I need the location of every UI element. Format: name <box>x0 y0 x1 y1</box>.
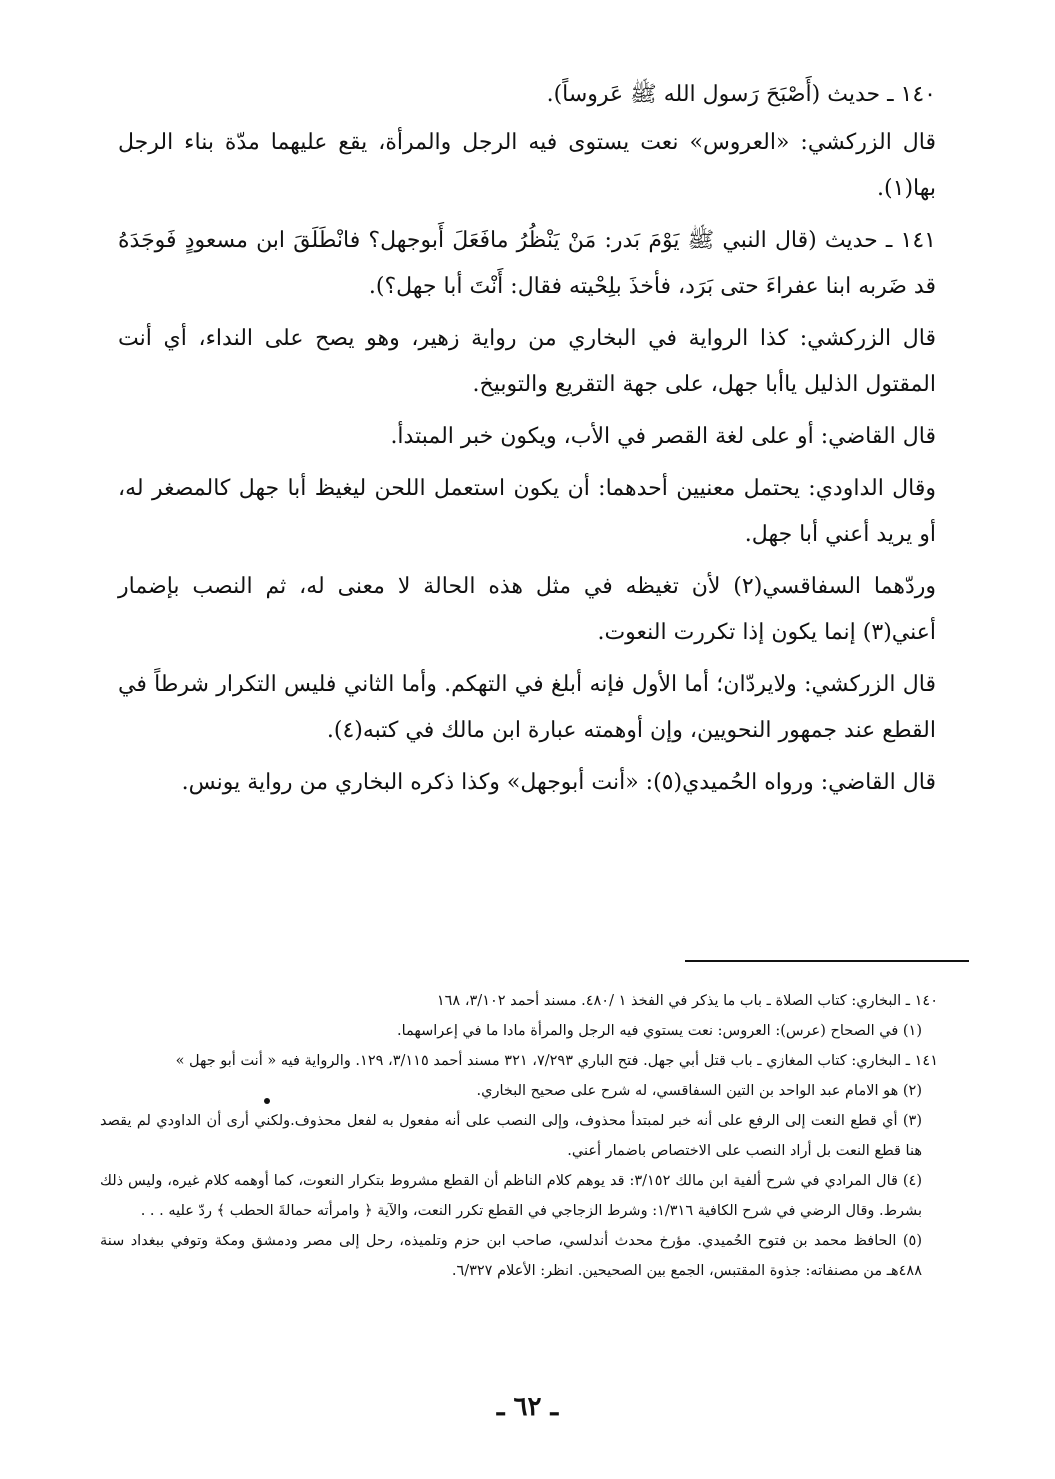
zarkashi-comment-140: قال الزركشي: «العروس» نعت يستوى فيه الرجل والمرأة، يقع عليهما مدّة بناء الرجل بها(١). <box>118 130 936 201</box>
qadi-comment: قال القاضي: أو على لغة القصر في الأب، ويكون خبر المبتدأ. <box>390 424 936 449</box>
footnote-source-140: ١٤٠ ـ البخاري: كتاب الصلاة ـ باب ما يذكر في الفخذ ١ /٤٨٠. مسند أحمد ٣/١٠٢، ١٦٨ <box>436 993 938 1009</box>
footnote-source-141: ١٤١ ـ البخاري: كتاب المغازي ـ باب قتل أبي جهل. فتح الباري ٧/٢٩٣، ٣٢١ مسند أحمد ٣/١١٥، ١٢٩. والرواية فيه « أنت أبو جهل » <box>175 1053 938 1069</box>
page-number: ـ ٦٢ ـ <box>496 1392 559 1422</box>
footnotes <box>100 986 938 1286</box>
footnote-4: (٤) قال المرادي في شرح ألفية ابن مالك ٣/١٥٢: قد يوهم كلام الناظم أن القطع مشروط بتكرار النعوت، كما أوهمه كلام غيره، وليس ذلك بشرط. وقال الرضي في شرح الكافية ١/٣١٦: وشرط الزجاجي في القطع تكرر النعت، والآية ﴿ وامرأته حمالةَ الحطب ﴾ ردّ عليه . . . <box>100 1173 923 1219</box>
footnote-5: (٥) الحافظ محمد بن فتوح الحُميدي. مؤرخ محدث أندلسي، صاحب ابن حزم وتلميذه، رحل إلى مصر ودمشق ومكة وتوفي ببغداد سنة ٤٨٨هـ من مصنفاته: جذوة المقتبس، الجمع بين الصحيحين. انظر: الأعلام ٦/٣٢٧. <box>100 1233 922 1279</box>
hadith-140-heading: ١٤٠ ـ حديث (أَصْبَحَ رَسول الله ﷺ عَروساً). <box>546 82 936 107</box>
footnote-3: (٣) أي قطع النعت إلى الرفع على أنه خبر لمبتدأ محذوف، وإلى النصب على أنه مفعول به لفعل محذوف.ولكني أرى أن الداودي لم يقصد هنا قطع النعت بل أراد النصب على الاختصاص باضمار أعني. <box>100 1113 922 1159</box>
zarkashi-comment-141: قال الزركشي: كذا الرواية في البخاري من رواية زهير، وهو يصح على النداء، أي أنت المقتول الذليل ياأبا جهل، على جهة التقريع والتوبيخ. <box>118 326 936 397</box>
hadith-141-heading: ١٤١ ـ حديث (قال النبي ﷺ يَوْمَ بَدر: مَنْ يَنْظُرُ مافَعَلَ أَبوجهل؟ فانْطَلَقَ ابن مسعودٍ فَوجَدَهُ قد ضَربه ابنا عفراءَ حتى بَرَد، فأخذَ بلِحْيته فقال: أَنْتَ أبا جهل؟). <box>118 228 936 299</box>
footnote-2: (٢) هو الامام عبد الواحد بن التين السفاقسي، له شرح على صحيح البخاري. <box>476 1083 922 1099</box>
qadi-humaydi-comment: قال القاضي: ورواه الحُميدي(٥): «أنت أبوجهل» وكذا ذكره البخاري من رواية يونس. <box>181 770 936 795</box>
safaqisi-comment: وردّهما السفاقسي(٢) لأن تغيظه في مثل هذه الحالة لا معنى له، ثم النصب بإضمار أعني(٣) إنما يكون إذا تكررت النعوت. <box>118 574 936 645</box>
footnote-separator <box>685 960 969 962</box>
dawudi-comment: وقال الداودي: يحتمل معنيين أحدهما: أن يكون استعمل اللحن ليغيظ أبا جهل كالمصغر له، أو يريد أعني أبا جهل. <box>118 476 936 547</box>
zarkashi-reply: قال الزركشي: ولايردّان؛ أما الأول فإنه أبلغ في التهكم. وأما الثاني فليس التكرار شرطاً في القطع عند جمهور النحويين، وإن أوهمته عبارة ابن مالك في كتبه(٤). <box>118 672 936 743</box>
main-text <box>118 72 936 812</box>
print-speck <box>264 1098 270 1104</box>
footnote-1: (١) في الصحاح (عرس): العروس: نعت يستوي فيه الرجل والمرأة مادا ما في إعراسهما. <box>396 1023 922 1039</box>
